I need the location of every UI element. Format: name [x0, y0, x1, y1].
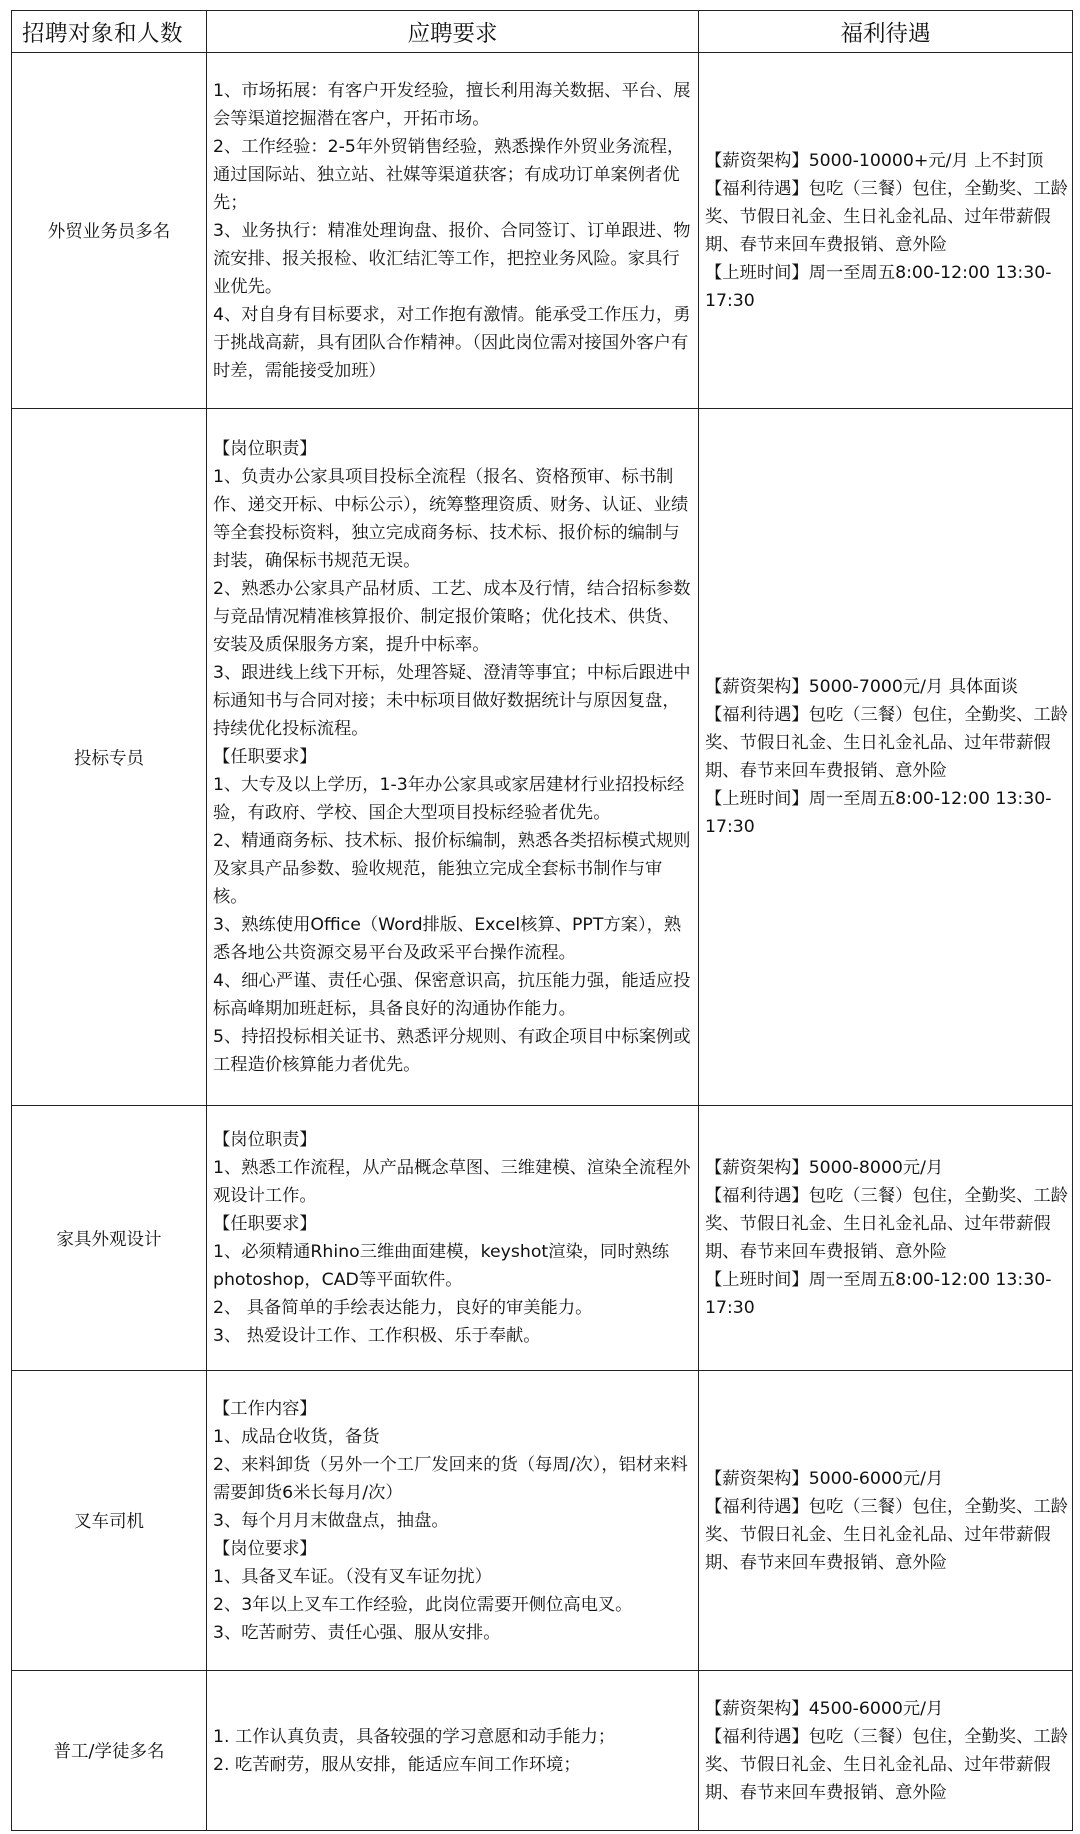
benefit-line: 【上班时间】周一至周五8:00-12:00 13:30-17:30	[705, 789, 1052, 837]
requirement-line: 3、每个月月末做盘点，抽盘。	[213, 1510, 449, 1531]
recruitment-table	[11, 10, 1073, 1831]
requirement-line: 5、持招投标相关证书、熟悉评分规则、有政企项目中标案例或工程造价核算能力者优先。	[213, 1027, 691, 1075]
requirement-line: 2. 吃苦耐劳，服从安排，能适应车间工作环境；	[213, 1754, 581, 1775]
requirement-line: 【工作内容】	[213, 1398, 317, 1419]
benefits-cell	[699, 409, 1073, 1106]
requirement-line: 【任职要求】	[213, 747, 317, 767]
benefits-cell	[699, 1371, 1073, 1671]
position-cell: 叉车司机	[12, 1371, 207, 1671]
requirement-line: 【岗位要求】	[213, 1538, 317, 1559]
requirements-cell	[207, 53, 699, 409]
requirement-line: 1、市场拓展：有客户开发经验，擅长利用海关数据、平台、展会等渠道挖掘潜在客户，开拓市场。	[213, 80, 691, 129]
requirement-line: 1、具备叉车证。（没有叉车证勿扰）	[213, 1566, 492, 1587]
requirement-line: 2、来料卸货（另外一个工厂发回来的货（每周/次），铝材来料需要卸货6米长每月/次）	[213, 1454, 688, 1503]
requirements-cell	[207, 409, 699, 1106]
requirement-line: 【岗位职责】	[213, 439, 317, 459]
requirements-cell	[207, 1671, 699, 1831]
requirement-line: 【任职要求】	[213, 1214, 317, 1234]
benefits-cell	[699, 1671, 1073, 1831]
position-cell: 家具外观设计	[12, 1106, 207, 1371]
table-row	[12, 1371, 1073, 1671]
benefit-line: 【薪资架构】5000-7000元/月 具体面谈	[705, 677, 1018, 697]
benefit-line: 【薪资架构】4500-6000元/月	[705, 1698, 944, 1719]
benefit-line: 【福利待遇】包吃（三餐）包住，全勤奖、工龄奖、节假日礼金、生日礼金礼品、过年带薪假期、春节来回车费报销、意外险	[705, 1186, 1068, 1262]
header-row	[12, 11, 1073, 53]
requirement-line: 2、3年以上叉车工作经验，此岗位需要开侧位高电叉。	[213, 1594, 633, 1615]
requirement-line: 4、对自身有目标要求，对工作抱有激情。能承受工作压力，勇于挑战高薪，具有团队合作精神。（因此岗位需对接国外客户有时差，需能接受加班）	[213, 304, 691, 381]
requirement-line: 2、 具备简单的手绘表达能力，良好的审美能力。	[213, 1298, 593, 1318]
benefit-line: 【薪资架构】5000-10000+元/月 上不封顶	[705, 150, 1044, 171]
table-row	[12, 1671, 1073, 1831]
benefit-line: 【福利待遇】包吃（三餐）包住，全勤奖、工龄奖、节假日礼金、生日礼金礼品、过年带薪假期、春节来回车费报销、意外险	[705, 1726, 1068, 1803]
table-row	[12, 1106, 1073, 1371]
requirement-line: 1、成品仓收货，备货	[213, 1426, 380, 1447]
requirement-line: 1、负责办公家具项目投标全流程（报名、资格预审、标书制作、递交开标、中标公示），统筹整理资质、财务、认证、业绩等全套投标资料，独立完成商务标、技术标、报价标的编制与封装，确保标书规范无误。	[213, 467, 689, 571]
position-cell: 普工/学徒多名	[12, 1671, 207, 1831]
requirement-line: 1、熟悉工作流程，从产品概念草图、三维建模、渲染全流程外观设计工作。	[213, 1158, 691, 1206]
table-row	[12, 409, 1073, 1106]
requirement-line: 3、吃苦耐劳、责任心强、服从安排。	[213, 1622, 501, 1643]
requirement-line: 2、精通商务标、技术标、报价标编制，熟悉各类招标模式规则及家具产品参数、验收规范，能独立完成全套标书制作与审核。	[213, 831, 691, 907]
requirement-line: 1、必须精通Rhino三维曲面建模，keyshot渲染，同时熟练photoshop，CAD等平面软件。	[213, 1242, 670, 1290]
requirement-line: 2、熟悉办公家具产品材质、工艺、成本及行情，结合招标参数与竞品情况精准核算报价、制定报价策略；优化技术、供货、安装及质保服务方案，提升中标率。	[213, 579, 691, 655]
requirements-cell	[207, 1371, 699, 1671]
position-cell: 外贸业务员多名	[12, 53, 207, 409]
benefit-line: 【福利待遇】包吃（三餐）包住，全勤奖、工龄奖、节假日礼金、生日礼金礼品、过年带薪假期、春节来回车费报销、意外险	[705, 178, 1068, 255]
requirement-line: 1. 工作认真负责，具备较强的学习意愿和动手能力；	[213, 1726, 616, 1747]
requirement-line: 3、 热爱设计工作、工作积极、乐于奉献。	[213, 1326, 541, 1346]
benefit-line: 【薪资架构】5000-8000元/月	[705, 1158, 944, 1178]
requirement-line: 3、业务执行：精准处理询盘、报价、合同签订、订单跟进、物流安排、报关报检、收汇结汇等工作，把控业务风险。家具行业优先。	[213, 220, 691, 297]
header-benefits: 福利待遇	[699, 11, 1073, 53]
benefit-line: 【薪资架构】5000-6000元/月	[705, 1468, 944, 1489]
requirement-line: 1、大专及以上学历，1-3年办公家具或家居建材行业招投标经验，有政府、学校、国企大型项目投标经验者优先。	[213, 775, 685, 823]
position-cell: 投标专员	[12, 409, 207, 1106]
benefit-line: 【上班时间】周一至周五8:00-12:00 13:30-17:30	[705, 262, 1052, 311]
requirement-line: 2、工作经验：2-5年外贸销售经验，熟悉操作外贸业务流程，通过国际站、独立站、社媒等渠道获客；有成功订单案例者优先；	[213, 136, 685, 213]
requirement-line: 3、熟练使用Office（Word排版、Excel核算、PPT方案），熟悉各地公共资源交易平台及政采平台操作流程。	[213, 915, 682, 963]
benefits-cell	[699, 53, 1073, 409]
requirements-cell	[207, 1106, 699, 1371]
benefit-line: 【福利待遇】包吃（三餐）包住，全勤奖、工龄奖、节假日礼金、生日礼金礼品、过年带薪假期、春节来回车费报销、意外险	[705, 1496, 1068, 1573]
header-requirements: 应聘要求	[207, 11, 699, 53]
requirement-line: 【岗位职责】	[213, 1130, 317, 1150]
table-row	[12, 53, 1073, 409]
benefits-cell	[699, 1106, 1073, 1371]
benefit-line: 【福利待遇】包吃（三餐）包住，全勤奖、工龄奖、节假日礼金、生日礼金礼品、过年带薪假期、春节来回车费报销、意外险	[705, 705, 1068, 781]
benefit-line: 【上班时间】周一至周五8:00-12:00 13:30-17:30	[705, 1270, 1052, 1318]
requirement-line: 4、细心严谨、责任心强、保密意识高，抗压能力强，能适应投标高峰期加班赶标，具备良好的沟通协作能力。	[213, 971, 691, 1019]
requirement-line: 3、跟进线上线下开标，处理答疑、澄清等事宜；中标后跟进中标通知书与合同对接；未中标项目做好数据统计与原因复盘，持续优化投标流程。	[213, 663, 691, 739]
header-position: 招聘对象和人数	[12, 11, 207, 53]
